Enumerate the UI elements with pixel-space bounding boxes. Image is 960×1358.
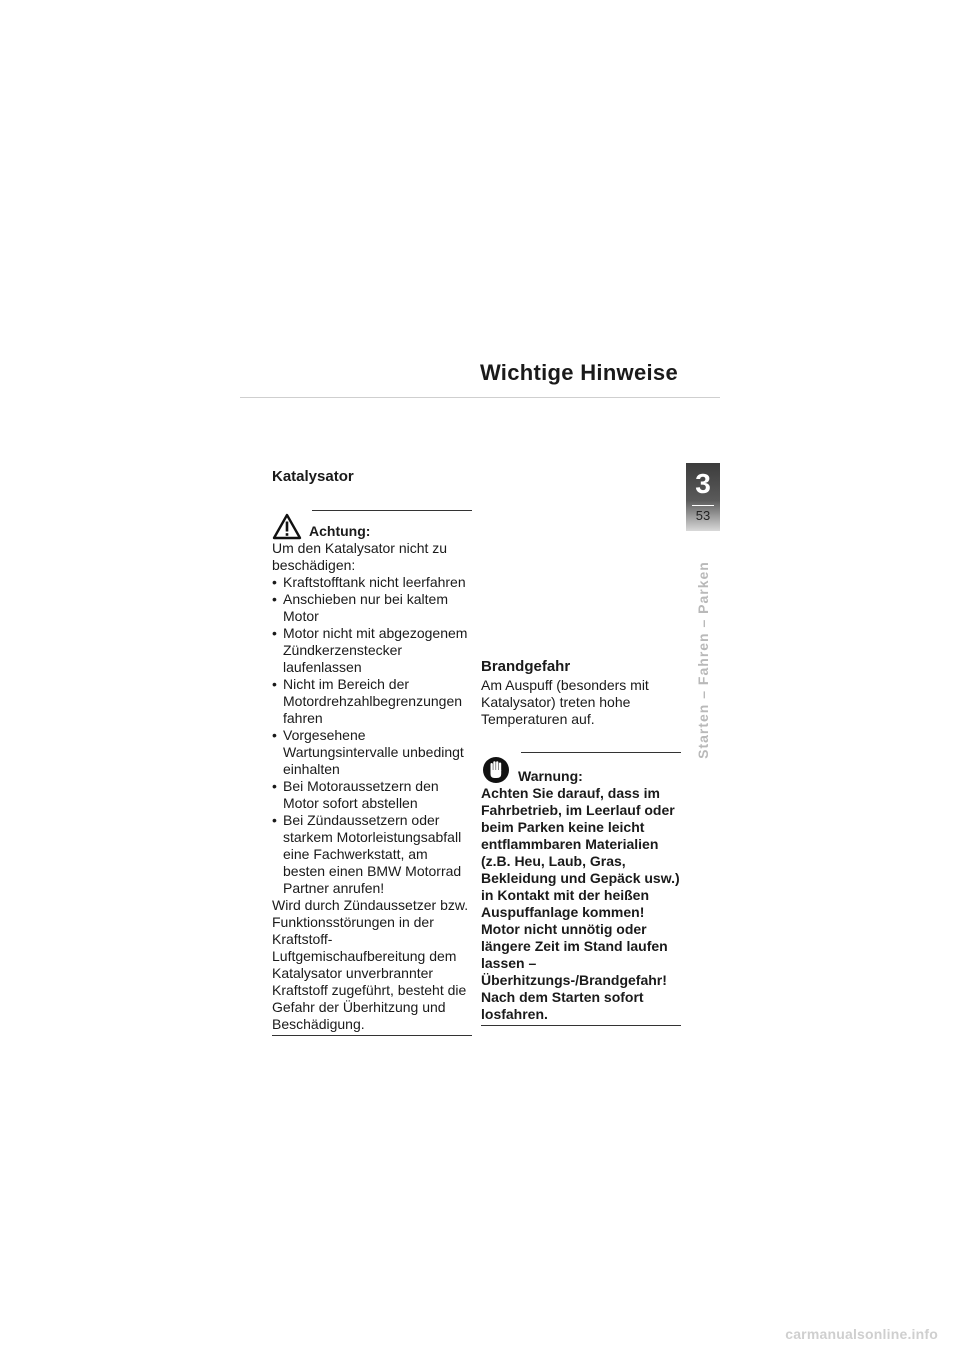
fire-hazard-intro: Am Auspuff (besonders mit Katalysator) treten hohe Temperaturen auf. <box>481 677 649 727</box>
header-rule <box>240 397 720 398</box>
list-item: • Vorgesehene Wartungsintervalle unbedingt einhalten <box>272 727 472 778</box>
caution-label: Achtung: <box>309 523 371 539</box>
chapter-tab <box>686 463 720 531</box>
page-number: 53 <box>695 508 711 523</box>
list-item: • Anschieben nur bei kaltem Motor <box>272 591 472 625</box>
fire-hazard-heading: Brandgefahr <box>481 658 571 675</box>
warning-header <box>481 755 681 785</box>
catalyst-heading: Katalysator <box>272 468 354 485</box>
list-item: • Nicht im Bereich der Motordrehzahlbegrenzungen fahren <box>272 676 472 727</box>
page-title: Wichtige Hinweise <box>479 360 678 385</box>
warning-text-1: Achten Sie darauf, dass im Fahrbetrieb, im Leerlauf oder beim Parken keine leicht entflammbaren Materialien (z.B. Heu, Laub, Gras, Bekleidung und Gepäck usw.) in Kontakt mit der heißen Auspuffanlage kommen! <box>481 785 680 920</box>
caution-intro: Um den Katalysator nicht zu beschädigen: <box>272 540 448 573</box>
caution-rule <box>312 510 472 511</box>
catalyst-section <box>272 467 472 1036</box>
chapter-side-label: Starten – Fahren – Parken <box>695 561 711 759</box>
warning-label: Warnung: <box>518 768 583 784</box>
warning-triangle-icon <box>272 513 302 540</box>
list-item: • Bei Zündaussetzern oder starkem Motorleistungsabfall eine Fachwerkstatt, am besten einen BMW Motorrad Partner anrufen! <box>272 812 472 897</box>
caution-header <box>272 513 472 540</box>
stop-hand-icon <box>481 755 511 785</box>
fire-hazard-section <box>481 657 681 1026</box>
list-item: • Motor nicht mit abgezogenem Zündkerzenstecker laufenlassen <box>272 625 472 676</box>
chapter-number: 3 <box>695 468 711 499</box>
caution-end-rule <box>272 1035 472 1036</box>
watermark: carmanualsonline.info <box>785 1326 938 1342</box>
warning-text-2: Motor nicht unnötig oder längere Zeit im Stand laufen lassen – Überhitzungs-/Brandgefahr! Nach dem Starten sofort losfahren. <box>481 921 668 1022</box>
caution-list <box>272 574 472 897</box>
chapter-divider <box>692 505 714 506</box>
list-item: • Kraftstofftank nicht leerfahren <box>272 574 472 591</box>
warning-rule <box>521 752 681 753</box>
catalyst-closing-text: Wird durch Zündaussetzer bzw. Funktionsstörungen in der Kraftstoff-Luftgemischaufbereitung dem Katalysator unverbrannter Kraftstoff zugeführt, besteht die Gefahr der Überhitzung und Beschädigung. <box>272 897 469 1032</box>
list-item: • Bei Motoraussetzern den Motor sofort abstellen <box>272 778 472 812</box>
warning-end-rule <box>481 1025 681 1026</box>
